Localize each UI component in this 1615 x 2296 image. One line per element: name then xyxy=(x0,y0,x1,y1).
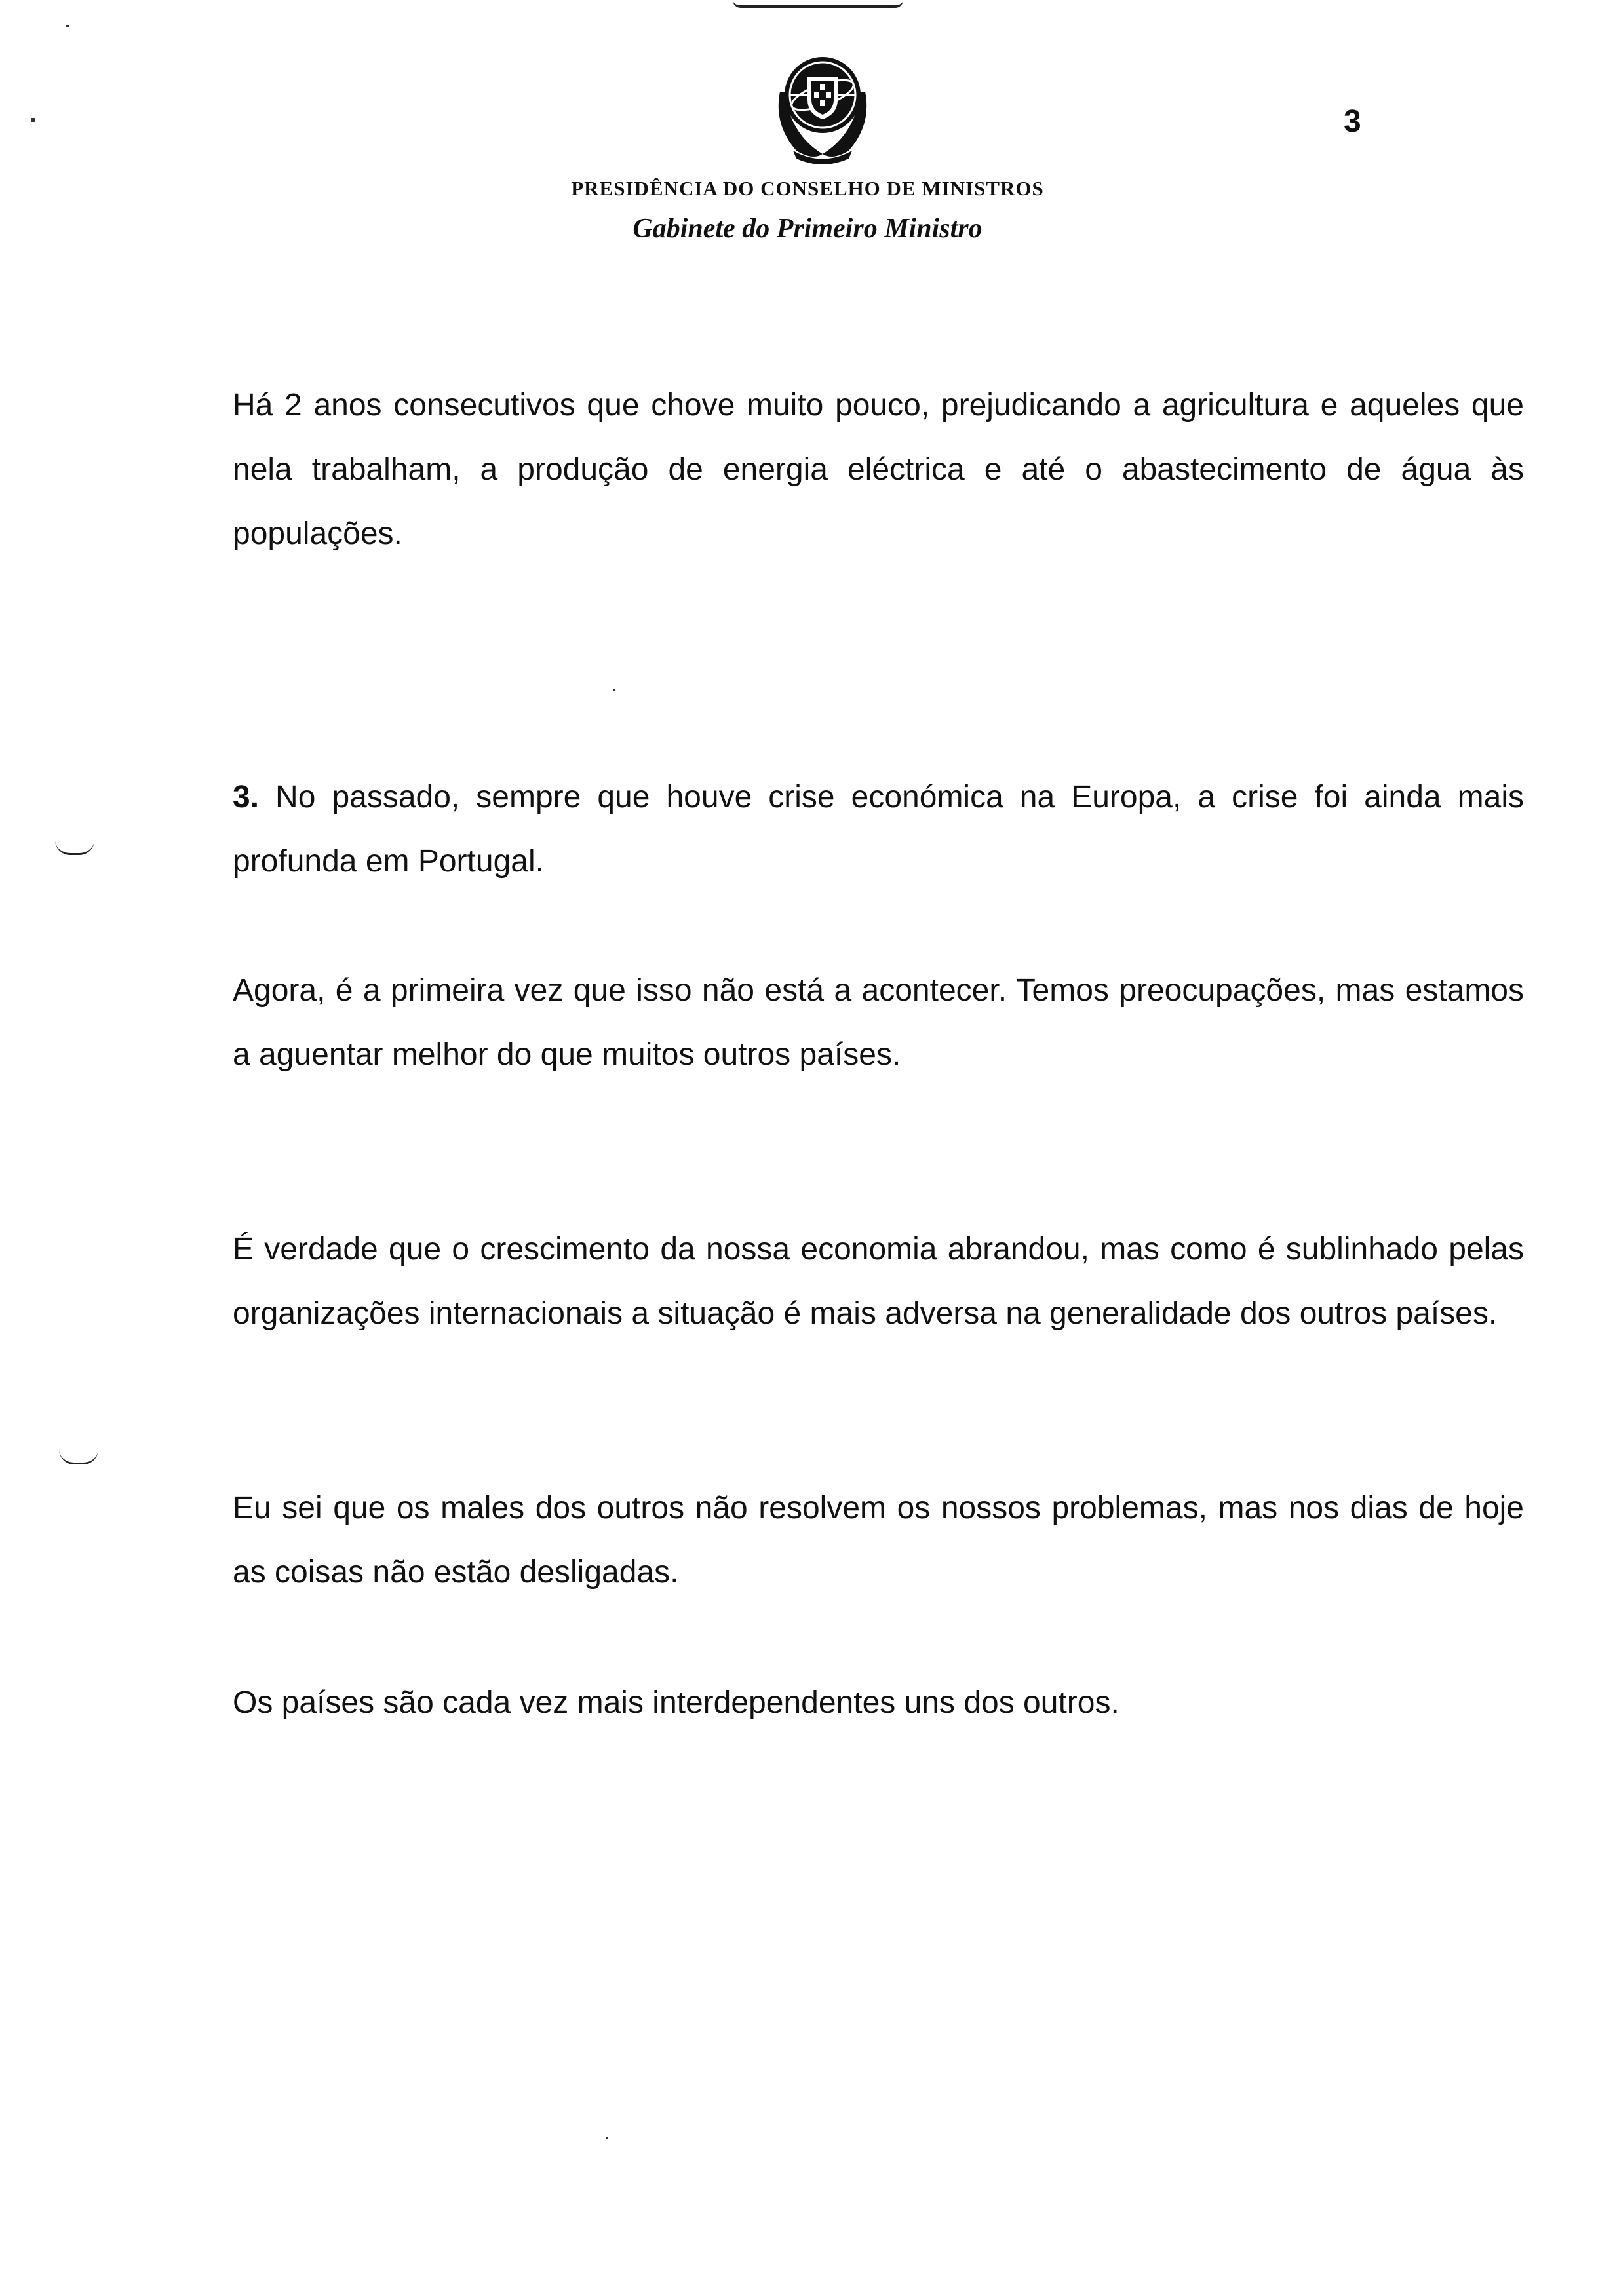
scan-speck xyxy=(66,25,69,27)
scan-speck xyxy=(613,689,615,691)
margin-punch-mark xyxy=(55,840,94,855)
paragraph-drought xyxy=(233,373,1524,566)
top-edge-rule xyxy=(733,0,903,8)
paragraph-problems xyxy=(233,1476,1524,1605)
paragraph-text: Os países são cada vez mais interdependentes uns dos outros. xyxy=(233,1685,1119,1720)
cabinet-subheading: Gabinete do Primeiro Ministro xyxy=(632,214,983,244)
scan-speck xyxy=(31,118,35,122)
institution-heading: PRESIDÊNCIA DO CONSELHO DE MINISTROS xyxy=(571,177,1044,200)
portuguese-coat-of-arms-icon xyxy=(767,46,878,164)
paragraph-first-time xyxy=(233,959,1524,1087)
paragraph-growth-slowed xyxy=(233,1217,1524,1346)
paragraph-text: No passado, sempre que houve crise económica na Europa, a crise foi ainda mais profunda em Portugal. xyxy=(233,780,1524,879)
paragraph-text: Há 2 anos consecutivos que chove muito pouco, prejudicando a agricultura e aqueles que nela trabalham, a produção de energia eléctrica e até o abastecimento de água às populações. xyxy=(233,388,1524,551)
paragraph-number: 3. xyxy=(233,780,260,814)
scan-speck xyxy=(606,2137,608,2139)
paragraph-economic-crisis xyxy=(233,765,1524,894)
paragraph-text: Eu sei que os males dos outros não resolvem os nossos problemas, mas nos dias de hoje as coisas não estão desligadas. xyxy=(233,1491,1524,1590)
paragraph-interdependent xyxy=(233,1671,1524,1735)
page-number: 3 xyxy=(1344,104,1361,139)
paragraph-text: É verdade que o crescimento da nossa economia abrandou, mas como é sublinhado pelas organizações internacionais a situação é mais adversa na generalidade dos outros países. xyxy=(233,1232,1524,1331)
margin-punch-mark xyxy=(59,1449,98,1464)
paragraph-text: Agora, é a primeira vez que isso não está a acontecer. Temos preocupações, mas estamos a aguentar melhor do que muitos outros países. xyxy=(233,973,1524,1072)
